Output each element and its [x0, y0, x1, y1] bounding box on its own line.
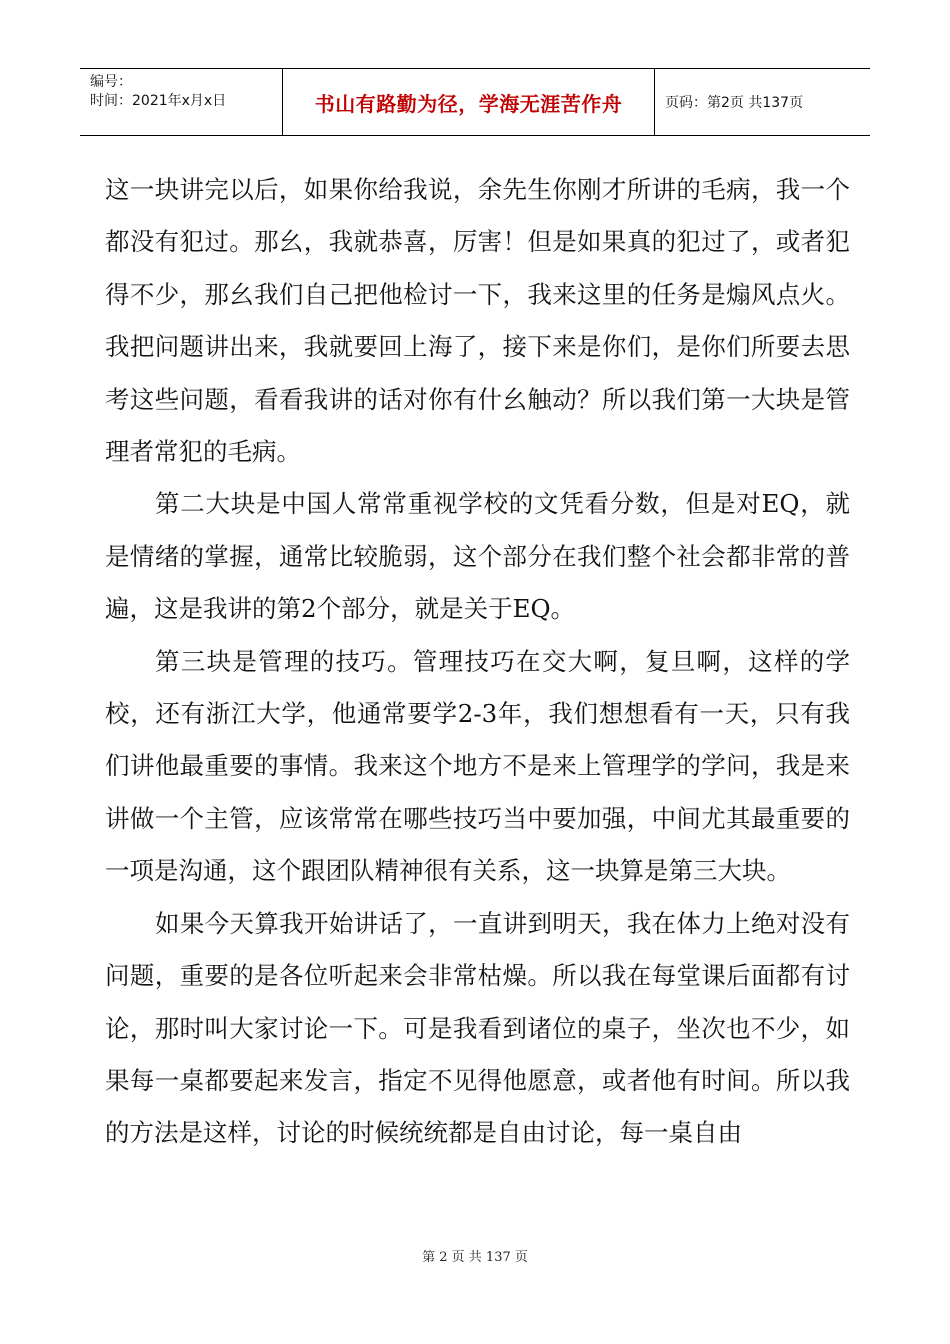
document-number-label: 编号：: [90, 74, 132, 90]
page-footer: 第 2 页 共 137 页: [422, 1250, 528, 1265]
header-meta-cell: [80, 69, 283, 135]
document-body: [105, 164, 850, 1160]
paragraph-3: 第三块是管理的技巧。管理技巧在交大啊，复旦啊，这样的学校，还有浙江大学，他通常要学2-3年，我们想想看有一天，只有我们讲他最重要的事情。我来这个地方不是来上管理学的学问，我是来讲做一个主管，应该常常在哪些技巧当中要加强，中间尤其最重要的一项是沟通，这个跟团队精神很有关系，这一块算是第三大块。: [105, 646, 850, 886]
paragraph-1: 这一块讲完以后，如果你给我说，余先生你刚才所讲的毛病，我一个都没有犯过。那幺，我就恭喜，厉害！但是如果真的犯过了，或者犯得不少，那幺我们自己把他检讨一下，我来这里的任务是煽风点火。我把问题讲出来，我就要回上海了，接下来是你们，是你们所要去思考这些问题，看看我讲的话对你有什幺触动？所以我们第一大块是管理者常犯的毛病。: [105, 175, 850, 467]
header-page-info: 页码：第2页 共137页: [665, 95, 804, 111]
paragraph-2: 第二大块是中国人常常重视学校的文凭看分数，但是对EQ，就是情绪的掌握，通常比较脆弱，这个部分在我们整个社会都非常的普遍，这是我讲的第2个部分，就是关于EQ。: [105, 489, 850, 624]
header-motto: 书山有路勤为径，学海无涯苦作舟: [283, 69, 655, 135]
document-time-label: 时间：2021年x月x日: [90, 93, 227, 109]
page-header: [80, 68, 870, 136]
paragraph-4: 如果今天算我开始讲话了，一直讲到明天，我在体力上绝对没有问题，重要的是各位听起来会非常枯燥。所以我在每堂课后面都有讨论，那时叫大家讨论一下。可是我看到诸位的桌子，坐次也不少，如果每一桌都要起来发言，指定不见得他愿意，或者他有时间。所以我的方法是这样，讨论的时候统统都是自由讨论，每一桌自由: [105, 908, 850, 1148]
